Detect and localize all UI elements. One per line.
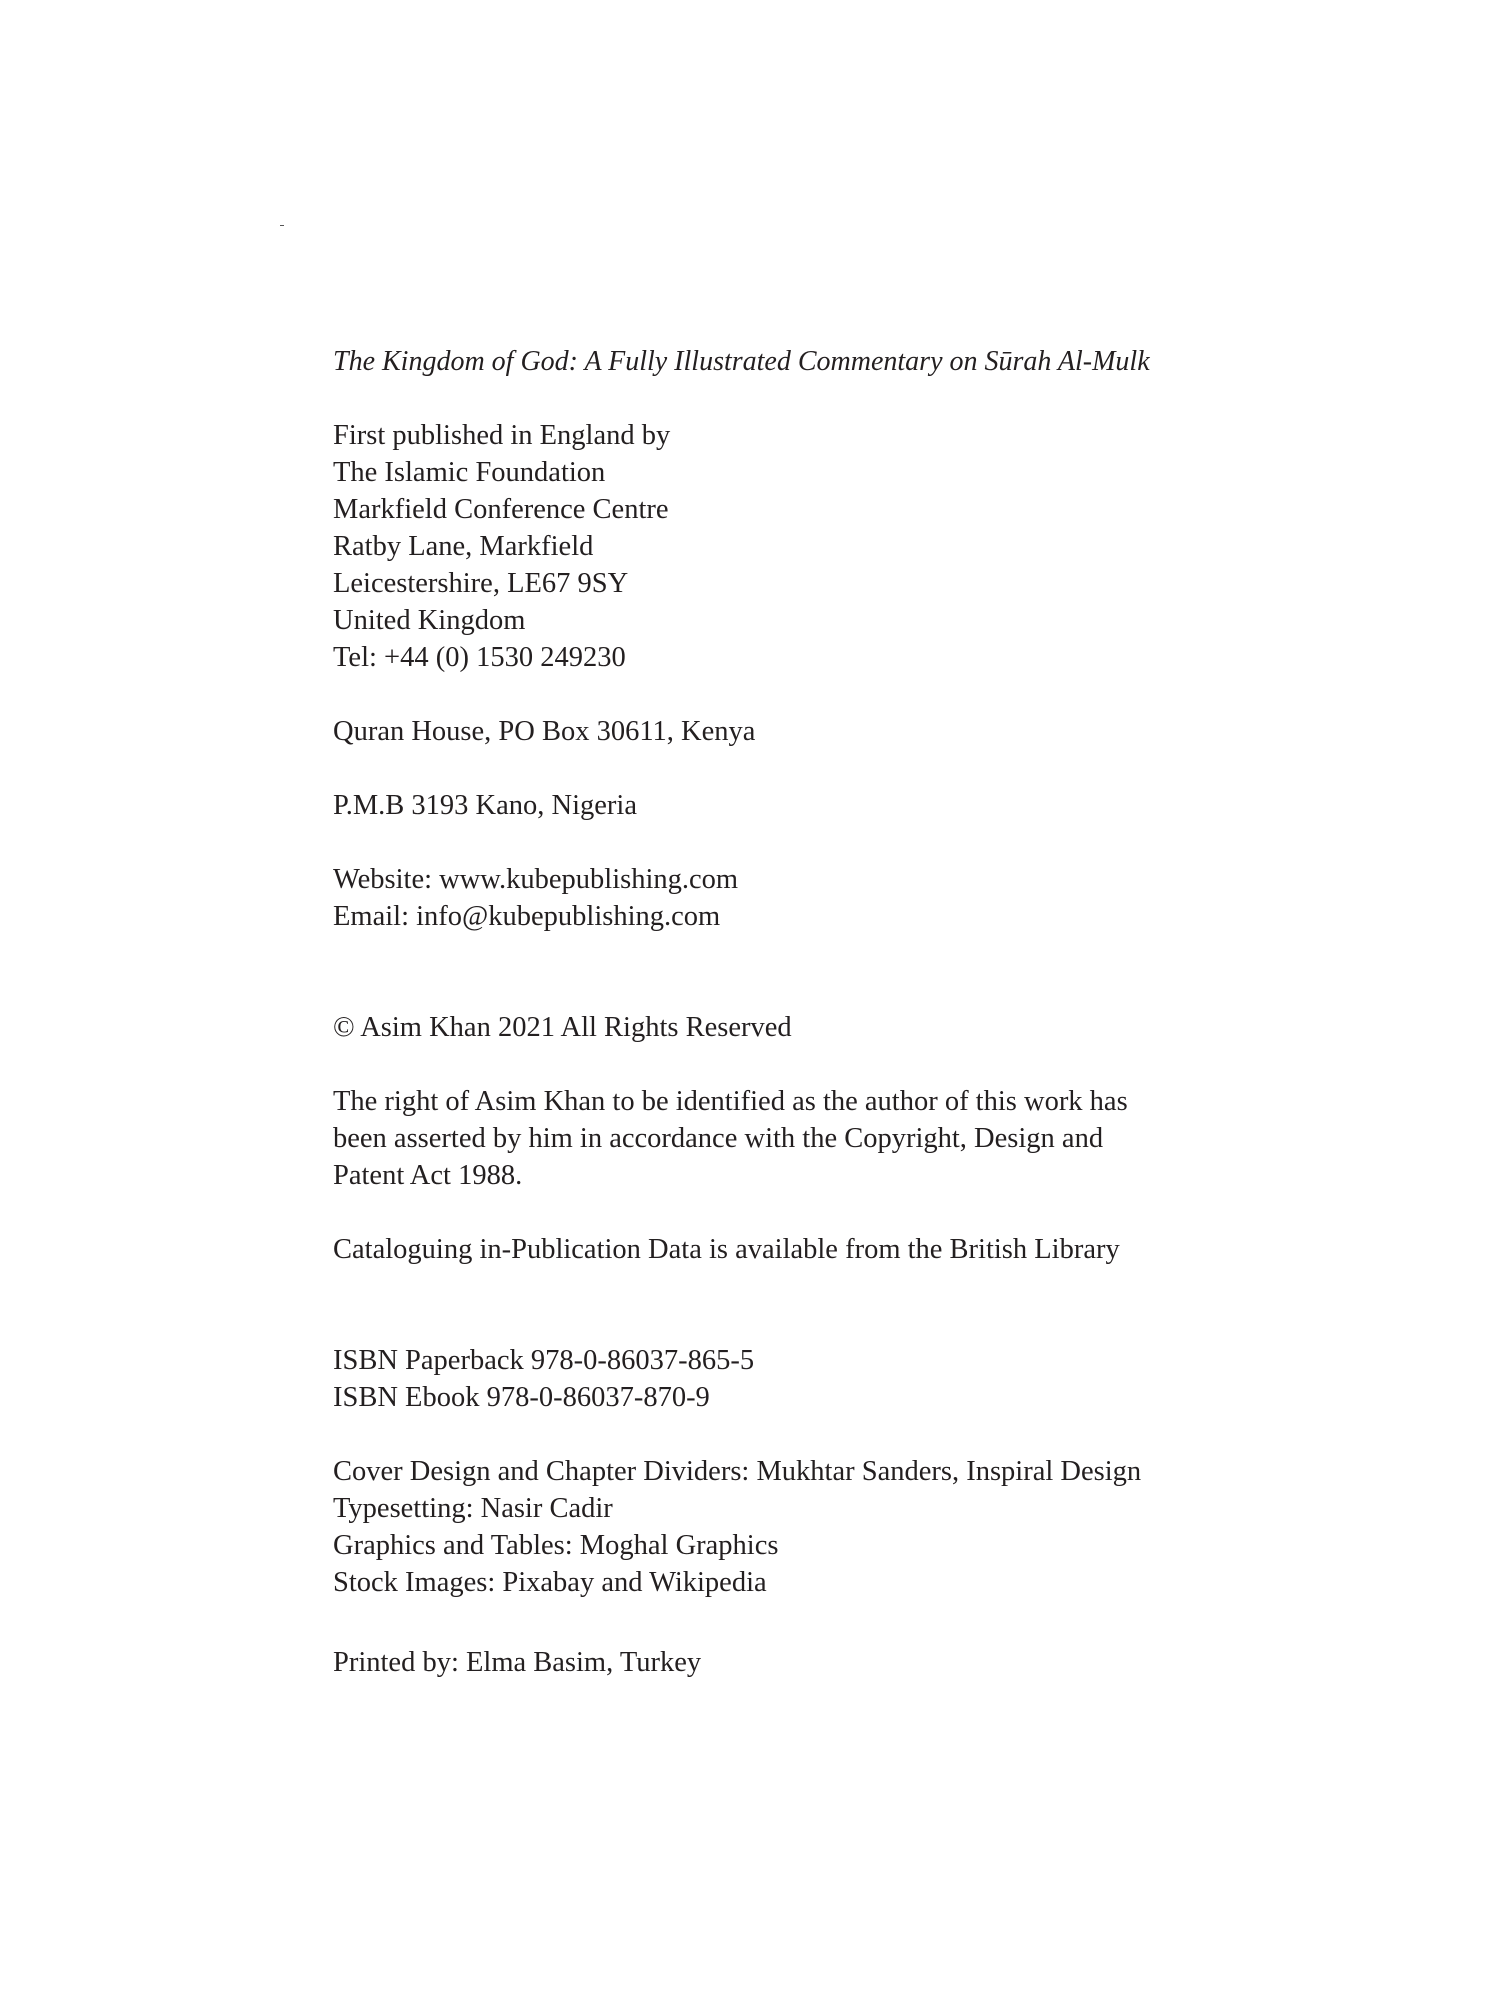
kenya-address: Quran House, PO Box 30611, Kenya (333, 716, 756, 747)
credit-line: Typesetting: Nasir Cadir (333, 1493, 613, 1524)
website-line: Website: www.kubepublishing.com (333, 864, 739, 895)
isbn-block (333, 1342, 1453, 1416)
rights-line: Patent Act 1988. (333, 1160, 523, 1191)
isbn-ebook: ISBN Ebook 978-0-86037-870-9 (333, 1382, 710, 1413)
publisher-address-line: Ratby Lane, Markfield (333, 531, 594, 562)
publisher-name: The Islamic Foundation (333, 457, 606, 488)
cataloguing-note: Cataloguing in-Publication Data is available from the British Library (333, 1234, 1120, 1265)
printer-line: Printed by: Elma Basim, Turkey (333, 1647, 702, 1678)
stray-mark (280, 225, 284, 226)
publisher-address-line: Leicestershire, LE67 9SY (333, 568, 629, 599)
publisher-phone: Tel: +44 (0) 1530 249230 (333, 642, 626, 673)
email-line: Email: info@kubepublishing.com (333, 901, 721, 932)
rights-line: The right of Asim Khan to be identified as the author of this work has (333, 1086, 1128, 1117)
contact-block (333, 861, 1453, 935)
publisher-block (333, 417, 1453, 676)
copyright-notice: © Asim Khan 2021 All Rights Reserved (333, 1012, 792, 1043)
publisher-address-line: Markfield Conference Centre (333, 494, 669, 525)
publisher-line: First published in England by (333, 420, 671, 451)
rights-line: been asserted by him in accordance with the Copyright, Design and (333, 1123, 1104, 1154)
credits-block (333, 1453, 1453, 1601)
book-title: The Kingdom of God: A Fully Illustrated Commentary on Sūrah Al-Mulk (333, 346, 1150, 377)
credit-line: Graphics and Tables: Moghal Graphics (333, 1530, 779, 1561)
isbn-paperback: ISBN Paperback 978-0-86037-865-5 (333, 1345, 755, 1376)
credit-line: Cover Design and Chapter Dividers: Mukhtar Sanders, Inspiral Design (333, 1456, 1142, 1487)
publisher-country: United Kingdom (333, 605, 526, 636)
nigeria-address: P.M.B 3193 Kano, Nigeria (333, 790, 637, 821)
credit-line: Stock Images: Pixabay and Wikipedia (333, 1567, 767, 1598)
copyright-page (333, 343, 1453, 1681)
rights-statement (333, 1083, 1453, 1194)
